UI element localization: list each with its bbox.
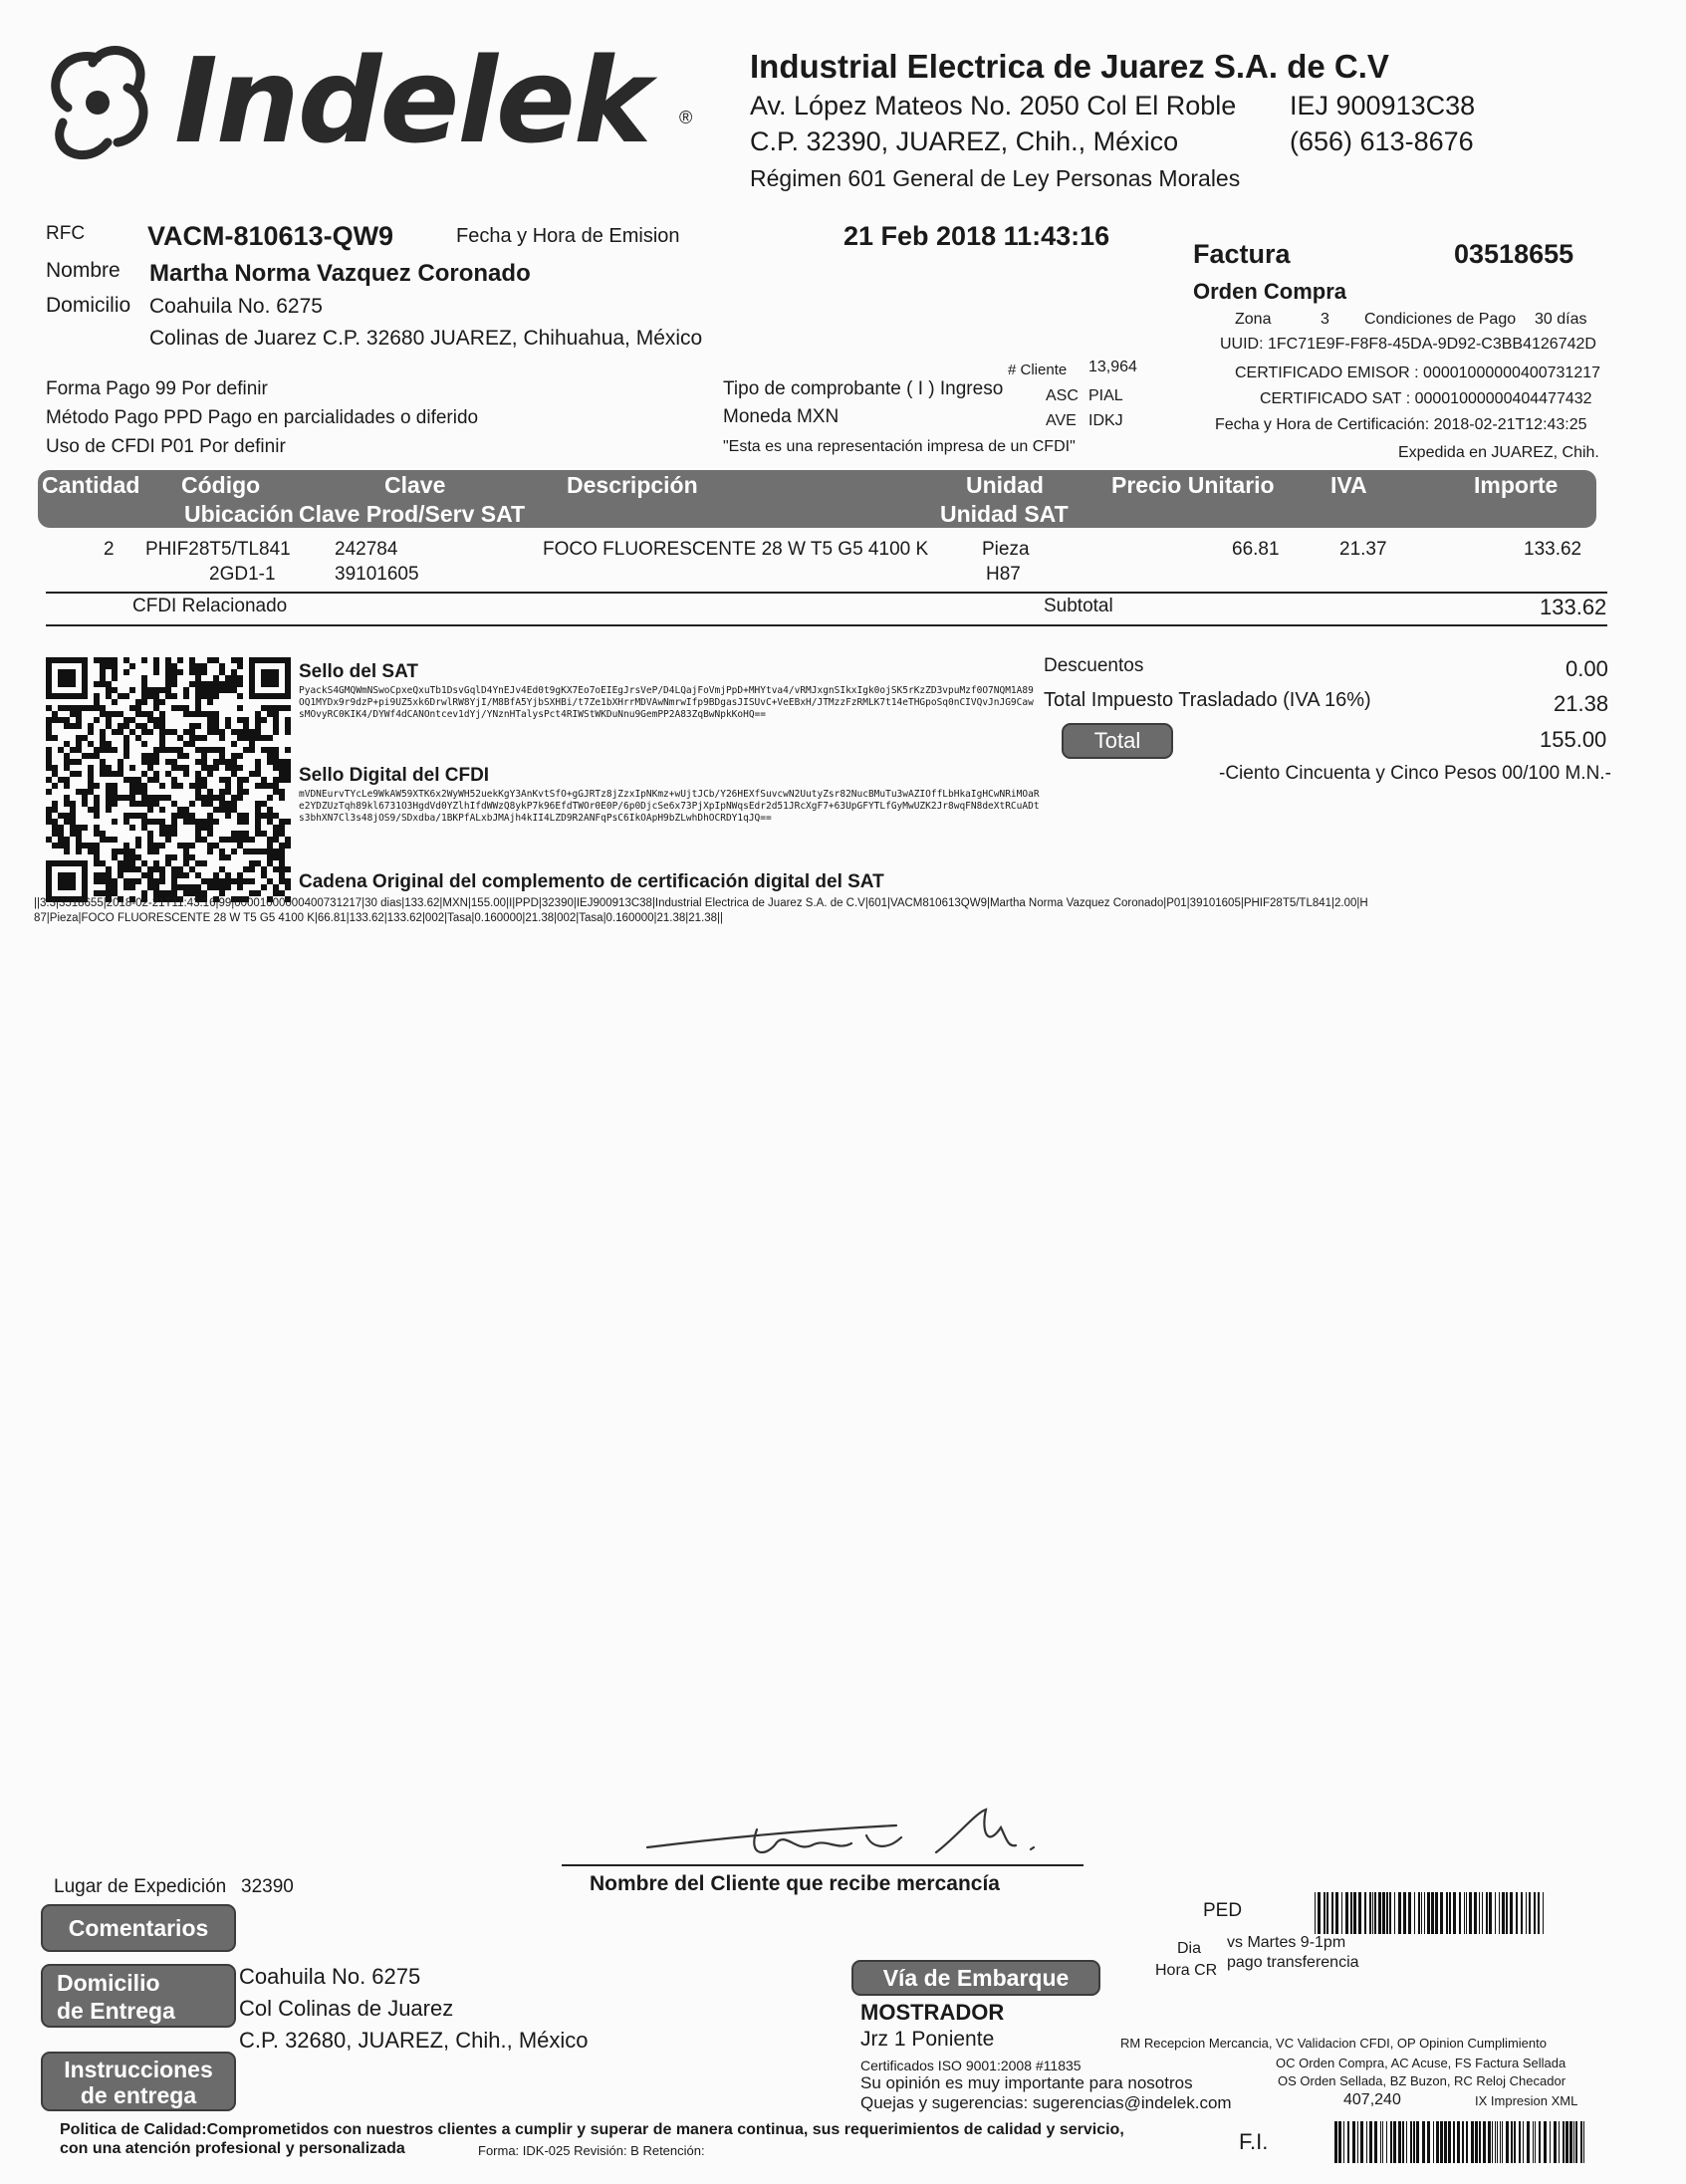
- row-clave: 242784: [335, 539, 398, 560]
- row-ubicacion: 2GD1-1: [209, 564, 276, 585]
- uuid: UUID: 1FC71E9F-F8F8-45DA-9D92-C3BB4126742D: [1220, 336, 1596, 353]
- company-address2: C.P. 32390, JUAREZ, Chih., México: [750, 126, 1179, 156]
- instrucciones-label1: Instrucciones: [64, 2057, 213, 2082]
- metodo-pago: Método Pago PPD Pago en parcialidades o diferido: [46, 407, 479, 428]
- col-cantidad: Cantidad: [42, 472, 140, 498]
- signature-line: [562, 1864, 1084, 1866]
- col-unidad: Unidad: [966, 472, 1044, 498]
- items-table-header: [38, 470, 1596, 528]
- jrz-poniente: Jrz 1 Poniente: [860, 2028, 995, 2051]
- cadena-original: ||3.3|3518655|2018-02-21T11:43:16|99|00001000000400731217|30 dias|133.62|MXN|155.00|I|PPD|32390|IEJ900913C38|Industrial Electrica de Juarez S.A. de C.V|601|VACM810613QW9|Martha Norma Vazquez Coronado|P01|39101605|PHIF28T5/TL841|2.00|H87|Pieza|FOCO FLUORESCENTE 28 W T5 G5 4100 K|66.81|133.62|133.62|002|Tasa|0.160000|21.38|002|Tasa|0.160000|21.38|21.38||: [34, 897, 1368, 924]
- sello-sat: PyackS4GMQWmNSwoCpxeQxuTb1DsvGqlD4YnEJv4Ed0t9gKX7Eo7oEIEgJrsVeP/D4LQajFoVmjPpD+MHYtva4/vRMJxgnSIkxIgk0ojSK5rKzZD3vpuMzf0O7NQM1A89OQ1MYDx9r9dzP+pi9UZ5xk6DrwlRW8YjI/M8BfA5YjbSXHBi/t7Ze1bXHrrMDVAwNmrwIfp9BDgasJISUvC+VeEBxH/JTMzzFzRMLK7t14eTHGpoSq0nCIVQvJnJG9CawsMOvyRC0KIK4/DYWf4dCANOntcev1dYj/YNznHTalysPct4RIWStWKDuNnu9GemPP2A83ZqBwNpkKoHQ==: [299, 685, 1034, 720]
- forma-pago: Forma Pago 99 Por definir: [46, 378, 268, 399]
- col-clave: Clave: [384, 472, 446, 498]
- domicilio-entrega-label1: Domicilio: [57, 1970, 160, 1996]
- company-name: Industrial Electrica de Juarez S.A. de C.V: [750, 48, 1389, 85]
- client-domicilio2: Colinas de Juarez C.P. 32680 JUAREZ, Chihuahua, México: [149, 327, 703, 350]
- client-domicilio1: Coahuila No. 6275: [149, 295, 323, 318]
- cadena-label: Cadena Original del complemento de certificación digital del SAT: [299, 871, 884, 892]
- subtotal-label: Subtotal: [1044, 596, 1113, 616]
- domicilio-entrega-label2: de Entrega: [57, 1998, 175, 2024]
- descuentos-label: Descuentos: [1044, 655, 1144, 676]
- forma-revision: Forma: IDK-025 Revisión: B Retención:: [478, 2143, 705, 2158]
- fecha-emision: 21 Feb 2018 11:43:16: [843, 221, 1110, 251]
- subtotal-value: 133.62: [1540, 595, 1607, 619]
- entrega-line2: Col Colinas de Juarez: [239, 1996, 454, 2021]
- impuesto-value: 21.38: [1554, 691, 1609, 716]
- legend-line2: OC Orden Compra, AC Acuse, FS Factura Sellada: [1276, 2056, 1566, 2070]
- row-importe: 133.62: [1524, 539, 1582, 560]
- row-precio: 66.81: [1232, 539, 1280, 560]
- representacion-impresa: "Esta es una representación impresa de un CFDI": [723, 438, 1076, 455]
- recibe-label: Nombre del Cliente que recibe mercancía: [590, 1872, 1000, 1895]
- uso-cfdi: Uso de CFDI P01 Por definir: [46, 436, 286, 457]
- ped-label: PED: [1203, 1900, 1243, 1921]
- cliente-label: # Cliente: [1008, 362, 1068, 378]
- politica-calidad: Politica de Calidad:Comprometidos con nuestros clientes a cumplir y superar de manera continua, sus requerimientos de calidad y servicio,: [60, 2121, 1124, 2138]
- sello-cfdi: mVDNEurvTYcLe9WkAW59XTK6x2WyWH52uekKgY3AnKvtSfO+gGJRTz8jZzxIpNKmz+wUjtJCb/Y26HEXfSuvcwN2UutyZsr82NucBMuTu3wAZIOffLbHkaIgHCwNRiMOaRe2YDZUzTqh89kl6731O3HgdVd0YZlhIfdWWzQ8ykP7k96EfdTWOr0E0P/6p0DjcSe6x73PjXpIpNWqsEdr2d51JRcXgF7+63UpGFYTLfGyMwUZK2Jr8wqFN8deXtRCuADts3bhXN7Cl3s48jOS9/SDxdba/1BKPfALxbJMAjh4kII4LZD9R2ANFqPsC6IkOApH9bZLwhDhOCRDY1qJQ==: [299, 789, 1040, 824]
- row-clave-prod: 39101605: [335, 564, 419, 585]
- company-logo: Indelek: [174, 32, 650, 169]
- entrega-line3: C.P. 32680, JUAREZ, Chih., México: [239, 2028, 589, 2053]
- zona-label: Zona: [1235, 311, 1272, 328]
- hora-value: pago transferencia: [1227, 1954, 1359, 1971]
- sello-sat-label: Sello del SAT: [299, 661, 419, 682]
- instrucciones-label2: de entrega: [80, 2082, 197, 2108]
- quejas-text: Quejas y sugerencias: sugerencias@indelek.com: [860, 2093, 1232, 2112]
- table-divider: [46, 592, 1607, 594]
- tipo-comprobante: Tipo de comprobante ( I ) Ingreso: [723, 378, 1004, 399]
- col-precio: Precio Unitario: [1111, 472, 1275, 498]
- orden-compra: Orden Compra: [1193, 279, 1347, 304]
- qr-code: [46, 657, 291, 902]
- condiciones-label: Condiciones de Pago: [1364, 311, 1517, 328]
- client-signature: [637, 1808, 1076, 1867]
- registered-mark: ®: [679, 108, 693, 127]
- dia-value: vs Martes 9-1pm: [1227, 1934, 1346, 1951]
- fi-label: F.I.: [1239, 2129, 1269, 2154]
- row-unidad-sat: H87: [986, 564, 1021, 585]
- politica-calidad2: con una atención profesional y personalizada: [60, 2140, 405, 2157]
- company-address1: Av. López Mateos No. 2050 Col El Roble: [750, 91, 1237, 121]
- row-cantidad: 2: [104, 539, 115, 560]
- company-phone: (656) 613-8676: [1290, 126, 1474, 156]
- client-name: Martha Norma Vazquez Coronado: [149, 260, 531, 287]
- client-rfc: VACM-810613-QW9: [147, 221, 394, 251]
- barcode-bottom: [1334, 2121, 1588, 2163]
- factura-number: 03518655: [1454, 239, 1574, 269]
- fecha-certificacion: Fecha y Hora de Certificación: 2018-02-21T12:43:25: [1215, 416, 1587, 433]
- col-iva: IVA: [1330, 472, 1367, 498]
- row-descripcion: FOCO FLUORESCENTE 28 W T5 G5 4100 K: [543, 539, 929, 560]
- lugar-value: 32390: [241, 1876, 294, 1897]
- impuesto-label: Total Impuesto Trasladado (IVA 16%): [1044, 689, 1371, 711]
- condiciones-value: 30 días: [1535, 311, 1587, 328]
- ix-impresion: IX Impresion XML: [1475, 2093, 1578, 2108]
- instrucciones-label: [41, 2052, 236, 2111]
- col-descripcion: Descripción: [567, 472, 698, 498]
- company-regimen: Régimen 601 General de Ley Personas Morales: [750, 165, 1241, 191]
- moneda: Moneda MXN: [723, 406, 840, 427]
- col-unidad-sat: Unidad SAT: [940, 501, 1069, 527]
- cfdi-relacionado: CFDI Relacionado: [132, 596, 288, 616]
- legend-line1: RM Recepcion Mercancia, VC Validacion CFDI, OP Opinion Cumplimiento: [1120, 2036, 1547, 2051]
- ave-label: AVE: [1046, 412, 1077, 429]
- domicilio-entrega-label: [41, 1964, 236, 2028]
- hora-label: Hora CR: [1155, 1962, 1218, 1979]
- col-clave-prod: Clave Prod/Serv SAT: [299, 501, 526, 527]
- col-importe: Importe: [1474, 472, 1559, 498]
- legend-line3: OS Orden Sellada, BZ Buzon, RC Reloj Checador: [1278, 2073, 1566, 2088]
- opinion-text: Su opinión es muy importante para nosotros: [860, 2073, 1193, 2092]
- row-unidad: Pieza: [982, 539, 1030, 560]
- company-rfc: IEJ 900913C38: [1290, 91, 1476, 121]
- expedida-en: Expedida en JUAREZ, Chih.: [1398, 444, 1599, 461]
- subtotal-rule: [46, 624, 1607, 626]
- cert-sat: CERTIFICADO SAT : 00001000000404477432: [1260, 390, 1592, 407]
- cliente-number: 13,964: [1088, 359, 1137, 375]
- domicilio-label: Domicilio: [46, 294, 131, 317]
- total-value: 155.00: [1540, 727, 1607, 752]
- row-iva: 21.37: [1339, 539, 1387, 560]
- entrega-line1: Coahuila No. 6275: [239, 1964, 421, 1989]
- sello-cfdi-label: Sello Digital del CFDI: [299, 765, 490, 786]
- iso-cert: Certificados ISO 9001:2008 #11835: [860, 2058, 1082, 2073]
- row-codigo: PHIF28T5/TL841: [145, 539, 291, 560]
- barcode-top: [1315, 1892, 1548, 1934]
- fecha-label: Fecha y Hora de Emision: [456, 225, 680, 247]
- comentarios-label: Comentarios: [41, 1904, 236, 1952]
- zona-value: 3: [1321, 311, 1329, 328]
- rfc-label: RFC: [46, 223, 86, 244]
- via-embarque-label: Vía de Embarque: [851, 1960, 1100, 1996]
- cert-emisor: CERTIFICADO EMISOR : 00001000000400731217: [1235, 364, 1601, 381]
- asc-label: ASC: [1046, 387, 1079, 404]
- ave-value: IDKJ: [1088, 412, 1123, 429]
- factura-label: Factura: [1193, 239, 1291, 269]
- col-codigo: Código: [181, 472, 261, 498]
- lugar-label: Lugar de Expedición: [54, 1876, 227, 1897]
- total-letra: -Ciento Cincuenta y Cinco Pesos 00/100 M.N.-: [1219, 763, 1611, 784]
- dia-label: Dia: [1177, 1940, 1202, 1957]
- col-ubicacion: Ubicación: [184, 501, 294, 527]
- asc-value: PIAL: [1088, 387, 1123, 404]
- mostrador: MOSTRADOR: [860, 2000, 1005, 2025]
- descuentos-value: 0.00: [1566, 656, 1608, 681]
- swirl-logo-icon: [38, 38, 157, 167]
- nombre-label: Nombre: [46, 259, 120, 282]
- code-value: 407,240: [1343, 2091, 1401, 2108]
- total-label: Total: [1062, 723, 1173, 759]
